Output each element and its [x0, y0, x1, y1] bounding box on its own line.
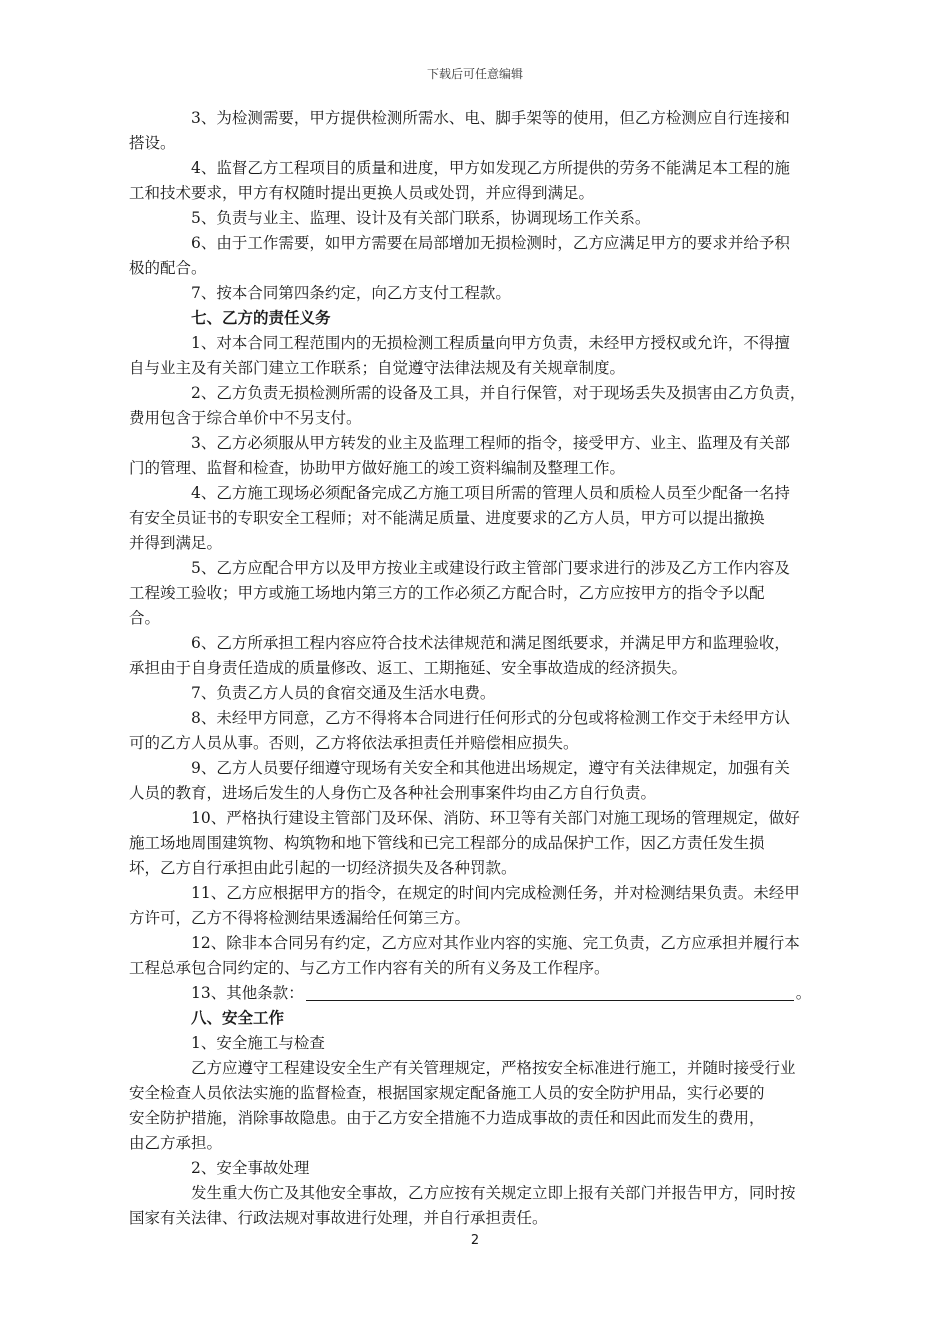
section-heading: 八、安全工作: [191, 1009, 285, 1027]
paragraph-line: 有安全员证书的专职安全工程师；对不能满足质量、进度要求的乙方人员，甲方可以提出撤换: [129, 509, 765, 527]
paragraph-line: 坏，乙方自行承担由此引起的一切经济损失及各种罚款。: [129, 859, 517, 877]
paragraph-line: 由乙方承担。: [129, 1134, 223, 1152]
paragraph-line: 极的配合。: [129, 259, 207, 277]
paragraph-line: 方许可，乙方不得将检测结果透漏给任何第三方。: [129, 909, 471, 927]
page-header: 下载后可任意编辑: [426, 67, 523, 81]
paragraph-line: 搭设。: [129, 134, 176, 152]
fill-in-blank: [306, 984, 794, 1001]
paragraph-line: 工程竣工验收；甲方或施工场地内第三方的工作必须乙方配合时，乙方应按甲方的指令予以配: [129, 584, 765, 602]
paragraph-line: 工和技术要求，甲方有权随时提出更换人员或处罚，并应得到满足。: [129, 184, 595, 202]
section-heading: 七、乙方的责任义务: [191, 309, 331, 327]
paragraph-line: 7、按本合同第四条约定，向乙方支付工程款。: [191, 284, 511, 302]
paragraph-line: 门的管理、监督和检查，协助甲方做好施工的竣工资料编制及整理工作。: [129, 459, 626, 477]
paragraph-line: 11、乙方应根据甲方的指令，在规定的时间内完成检测任务，并对检测结果负责。未经甲: [191, 884, 800, 902]
period: 。: [795, 984, 812, 1002]
paragraph-line: 费用包含于综合单价中不另支付。: [129, 409, 362, 427]
paragraph-line: 2、安全事故处理: [191, 1159, 310, 1177]
paragraph-line: 工程总承包合同约定的、与乙方工作内容有关的所有义务及工作程序。: [129, 959, 610, 977]
paragraph-line: 2、乙方负责无损检测所需的设备及工具，并自行保管，对于现场丢失及损害由乙方负责，: [191, 384, 806, 402]
paragraph-line: 6、由于工作需要，如甲方需要在局部增加无损检测时，乙方应满足甲方的要求并给予积: [191, 234, 790, 252]
paragraph-line: 7、负责乙方人员的食宿交通及生活水电费。: [191, 684, 496, 702]
paragraph-line: 5、乙方应配合甲方以及甲方按业主或建设行政主管部门要求进行的涉及乙方工作内容及: [191, 559, 790, 577]
paragraph-line: 5、负责与业主、监理、设计及有关部门联系，协调现场工作关系。: [191, 209, 651, 227]
paragraph-line: 可的乙方人员从事。否则，乙方将依法承担责任并赔偿相应损失。: [129, 734, 579, 752]
paragraph-line: 3、乙方必须服从甲方转发的业主及监理工程师的指令，接受甲方、业主、监理及有关部: [191, 434, 790, 452]
paragraph-line: 国家有关法律、行政法规对事故进行处理，并自行承担责任。: [129, 1209, 548, 1227]
paragraph-line: 3、为检测需要，甲方提供检测所需水、电、脚手架等的使用，但乙方检测应自行连接和: [191, 109, 790, 127]
other-terms-line: [160, 981, 850, 1006]
paragraph-line: 1、安全施工与检查: [191, 1034, 325, 1052]
paragraph-line: 施工场地周围建筑物、构筑物和地下管线和已完工程部分的成品保护工作，因乙方责任发生损: [129, 834, 765, 852]
paragraph-line: 8、未经甲方同意，乙方不得将本合同进行任何形式的分包或将检测工作交于未经甲方认: [191, 709, 790, 727]
paragraph-line: 12、除非本合同另有约定，乙方应对其作业内容的实施、完工负责，乙方应承担并履行本: [191, 934, 800, 952]
paragraph-line: 9、乙方人员要仔细遵守现场有关安全和其他进出场规定，遵守有关法律规定，加强有关: [191, 759, 790, 777]
document-body: [129, 106, 850, 1231]
paragraph-line: 1、对本合同工程范围内的无损检测工程质量向甲方负责，未经甲方授权或允许，不得擅: [191, 334, 790, 352]
paragraph-line: 6、乙方所承担工程内容应符合技术法律规范和满足图纸要求，并满足甲方和监理验收，: [191, 634, 790, 652]
paragraph-line: 乙方应遵守工程建设安全生产有关管理规定，严格按安全标准进行施工，并随时接受行业: [191, 1059, 796, 1077]
paragraph-line: 发生重大伤亡及其他安全事故，乙方应按有关规定立即上报有关部门并报告甲方，同时按: [191, 1184, 796, 1202]
paragraph-line: 人员的教育，进场后发生的人身伤亡及各种社会刑事案件均由乙方自行负责。: [129, 784, 657, 802]
paragraph-line: 10、严格执行建设主管部门及环保、消防、环卫等有关部门对施工现场的管理规定，做好: [191, 809, 800, 827]
other-terms-label: 13、其他条款：: [191, 984, 304, 1002]
paragraph-line: 安全防护措施，消除事故隐患。由于乙方安全措施不力造成事故的责任和因此而发生的费用，: [129, 1109, 765, 1127]
paragraph-line: 合。: [129, 609, 161, 627]
paragraph-line: 4、监督乙方工程项目的质量和进度，甲方如发现乙方所提供的劳务不能满足本工程的施: [191, 159, 790, 177]
paragraph-line: 承担由于自身责任造成的质量修改、返工、工期拖延、安全事故造成的经济损失。: [129, 659, 688, 677]
paragraph-line: 自与业主及有关部门建立工作联系；自觉遵守法律法规及有关规章制度。: [129, 359, 626, 377]
page-number: 2: [470, 1233, 480, 1248]
paragraph-line: 4、乙方施工现场必须配备完成乙方施工项目所需的管理人员和质检人员至少配备一名持: [191, 484, 790, 502]
paragraph-line: 并得到满足。: [129, 534, 223, 552]
paragraph-line: 安全检查人员依法实施的监督检查，根据国家规定配备施工人员的安全防护用品，实行必要的: [129, 1084, 765, 1102]
